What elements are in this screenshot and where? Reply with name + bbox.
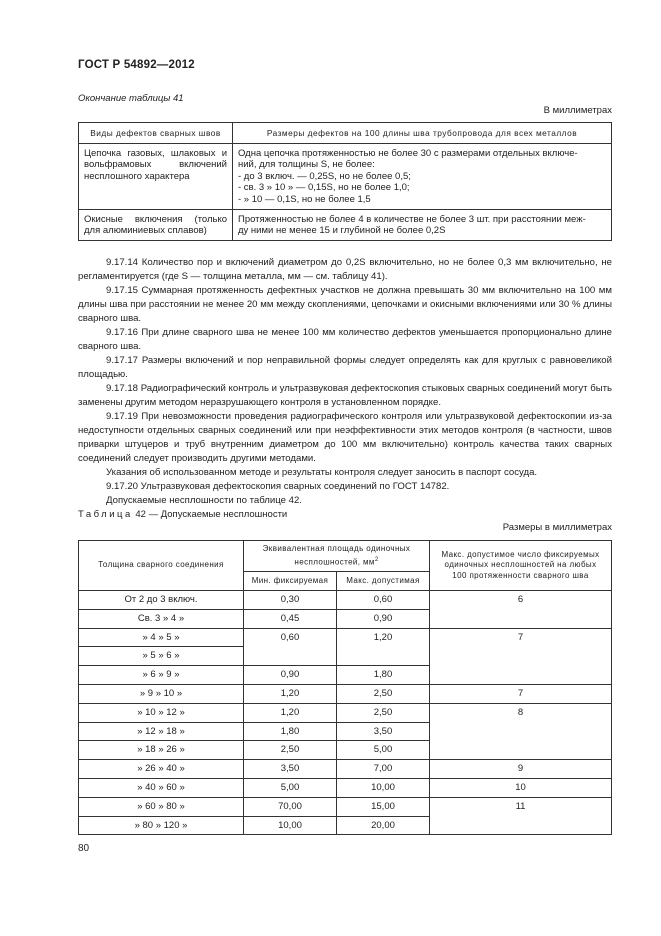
table42-head-thickness: Толщина сварного соединения xyxy=(79,541,244,591)
max-cell: 1,80 xyxy=(337,666,430,685)
max-cell: 7,00 xyxy=(337,760,430,779)
paragraph: Указания об использованном методе и результаты контроля следует заносить в паспорт сосуда. xyxy=(106,467,538,478)
table42-caption xyxy=(78,509,287,520)
min-cell: 0,90 xyxy=(244,666,337,685)
thickness-cell: » 12 » 18 » xyxy=(79,722,244,741)
paragraph: 9.17.18 Радиографический контроль и ультразвуковая дефектоскопия стыковых сварных соединений могут быть заменены другим методом неразрушающего контроля в установленном порядке. xyxy=(78,383,612,408)
size-line: ний, для толщины S, не более: xyxy=(238,159,375,171)
max-cell: 1,20 xyxy=(337,628,430,666)
thickness-cell: » 60 » 80 » xyxy=(79,797,244,816)
table41-caption: Окончание таблицы 41 xyxy=(78,93,184,104)
table41-defect-cell: Окисные включения (только для алюминиевых сплавов) xyxy=(79,210,233,241)
max-cell: 3,50 xyxy=(337,722,430,741)
count-cell: 11 xyxy=(430,797,612,835)
max-cell: 15,00 xyxy=(337,797,430,816)
paragraph: 9.17.16 При длине сварного шва не менее 100 мм количество дефектов уменьшается пропорционально длине сварного шва. xyxy=(78,327,612,352)
table41 xyxy=(78,122,612,241)
table-row xyxy=(79,628,612,647)
table-row xyxy=(79,778,612,797)
table42-units: Размеры в миллиметрах xyxy=(502,522,612,533)
table-row xyxy=(79,591,612,610)
min-cell: 70,00 xyxy=(244,797,337,816)
paragraph: 9.17.17 Размеры включений и пор неправильной формы следует определять как для круглых с равновеликой площадью. xyxy=(78,355,612,380)
table42-caption-label: Таблица xyxy=(78,509,133,520)
paragraph: 9.17.20 Ультразвуковая дефектоскопия сварных соединений по ГОСТ 14782. xyxy=(106,481,450,492)
count-cell: 10 xyxy=(430,778,612,797)
min-cell: 1,80 xyxy=(244,722,337,741)
table-row xyxy=(79,760,612,779)
count-cell: 9 xyxy=(430,760,612,779)
max-cell: 10,00 xyxy=(337,778,430,797)
table41-size-cell xyxy=(233,144,612,210)
table41-row xyxy=(79,210,612,241)
table-row xyxy=(79,703,612,722)
paragraph: 9.17.14 Количество пор и включений диаметром до 0,2S включительно, но не более 0,3 мм включительно, не регламентируется (где S — толщина металла, мм — см. таблицу 41). xyxy=(78,257,612,282)
table42 xyxy=(78,540,612,835)
min-cell: 5,00 xyxy=(244,778,337,797)
table-row xyxy=(79,797,612,816)
table41-row xyxy=(79,144,612,210)
max-cell: 2,50 xyxy=(337,703,430,722)
table41-size-cell xyxy=(233,210,612,241)
thickness-cell: От 2 до 3 включ. xyxy=(79,591,244,610)
max-cell: 0,90 xyxy=(337,609,430,628)
count-cell: 7 xyxy=(430,628,612,684)
thickness-cell: Св. 3 » 4 » xyxy=(79,609,244,628)
table42-caption-title: 42 — Допускаемые несплошности xyxy=(132,509,288,520)
body-text xyxy=(78,256,612,508)
page-number: 80 xyxy=(78,843,90,854)
thickness-cell: » 9 » 10 » xyxy=(79,684,244,703)
size-line: - до 3 включ. — 0,25S, но не более 0,5; xyxy=(238,170,411,182)
table42-head-count: Макс. допустимое число фиксируемых одиночных несплошностей на любых 100 протяженности сварного шва xyxy=(430,541,612,591)
thickness-cell: » 4 » 5 » xyxy=(79,628,244,647)
min-cell: 0,30 xyxy=(244,591,337,610)
document-header: ГОСТ Р 54892—2012 xyxy=(78,59,195,71)
thickness-cell: » 40 » 60 » xyxy=(79,778,244,797)
max-cell: 5,00 xyxy=(337,741,430,760)
paragraph: 9.17.15 Суммарная протяженность дефектных участков не должна превышать 30 мм включительно на 100 мм длины шва при расстоянии не менее 20 мм между скоплениями, цепочками и окисными включениями или 30 % длины сварного шва. xyxy=(78,285,612,324)
table41-head-defects: Виды дефектов сварных швов xyxy=(79,123,233,144)
table42-head-min: Мин. фиксируемая xyxy=(244,572,337,591)
min-cell: 1,20 xyxy=(244,703,337,722)
thickness-cell: » 5 » 6 » xyxy=(79,647,244,666)
count-cell: 8 xyxy=(430,703,612,759)
table42-head-area-sup: 2 xyxy=(374,556,379,563)
max-cell: 20,00 xyxy=(337,816,430,835)
size-line: Одна цепочка протяженностью не более 30 с размерами отдельных включе- xyxy=(238,148,578,159)
count-cell: 6 xyxy=(430,591,612,629)
table42-head-row xyxy=(79,541,612,572)
min-cell: 2,50 xyxy=(244,741,337,760)
max-cell: 2,50 xyxy=(337,684,430,703)
table42-head-max: Макс. допустимая xyxy=(337,572,430,591)
min-cell: 3,50 xyxy=(244,760,337,779)
thickness-cell: » 18 » 26 » xyxy=(79,741,244,760)
count-cell: 7 xyxy=(430,684,612,703)
min-cell: 0,45 xyxy=(244,609,337,628)
size-line: Протяженностью не более 4 в количестве не более 3 шт. при расстоянии меж- xyxy=(238,214,586,225)
table42-head-area-text: Эквивалентная площадь одиночных несплошностей, мм xyxy=(262,544,411,567)
thickness-cell: » 26 » 40 » xyxy=(79,760,244,779)
thickness-cell: » 80 » 120 » xyxy=(79,816,244,835)
size-line: - св. 3 » 10 » — 0,15S, но не более 1,0; xyxy=(238,182,410,194)
min-cell: 0,60 xyxy=(244,628,337,666)
min-cell: 1,20 xyxy=(244,684,337,703)
size-line: - » 10 — 0,1S, но не более 1,5 xyxy=(238,193,371,205)
paragraph: 9.17.19 При невозможности проведения радиографического контроля или ультразвуковой дефектоскопии из-за недоступности отдельных сварных соединений или при неэффективности этих методов контроля (в частности, швов приварки штуцеров и труб внутренним диаметром до 100 мм включительно) контроль качества таких сварных соединений следует производить другими методами. xyxy=(78,411,612,464)
table42-head-area xyxy=(244,541,430,572)
paragraph: Допускаемые несплошности по таблице 42. xyxy=(106,495,302,506)
max-cell: 0,60 xyxy=(337,591,430,610)
table41-head-sizes: Размеры дефектов на 100 длины шва трубопровода для всех металлов xyxy=(233,123,612,144)
table-row xyxy=(79,684,612,703)
thickness-cell: » 10 » 12 » xyxy=(79,703,244,722)
table41-defect-cell: Цепочка газовых, шлаковых и вольфрамовых включений несплошного характера xyxy=(79,144,233,210)
min-cell: 10,00 xyxy=(244,816,337,835)
table41-units: В миллиметрах xyxy=(543,105,612,116)
thickness-cell: » 6 » 9 » xyxy=(79,666,244,685)
table41-head-row xyxy=(79,123,612,144)
size-line: ду ними не менее 15 и глубиной не более 0,2S xyxy=(238,225,446,237)
